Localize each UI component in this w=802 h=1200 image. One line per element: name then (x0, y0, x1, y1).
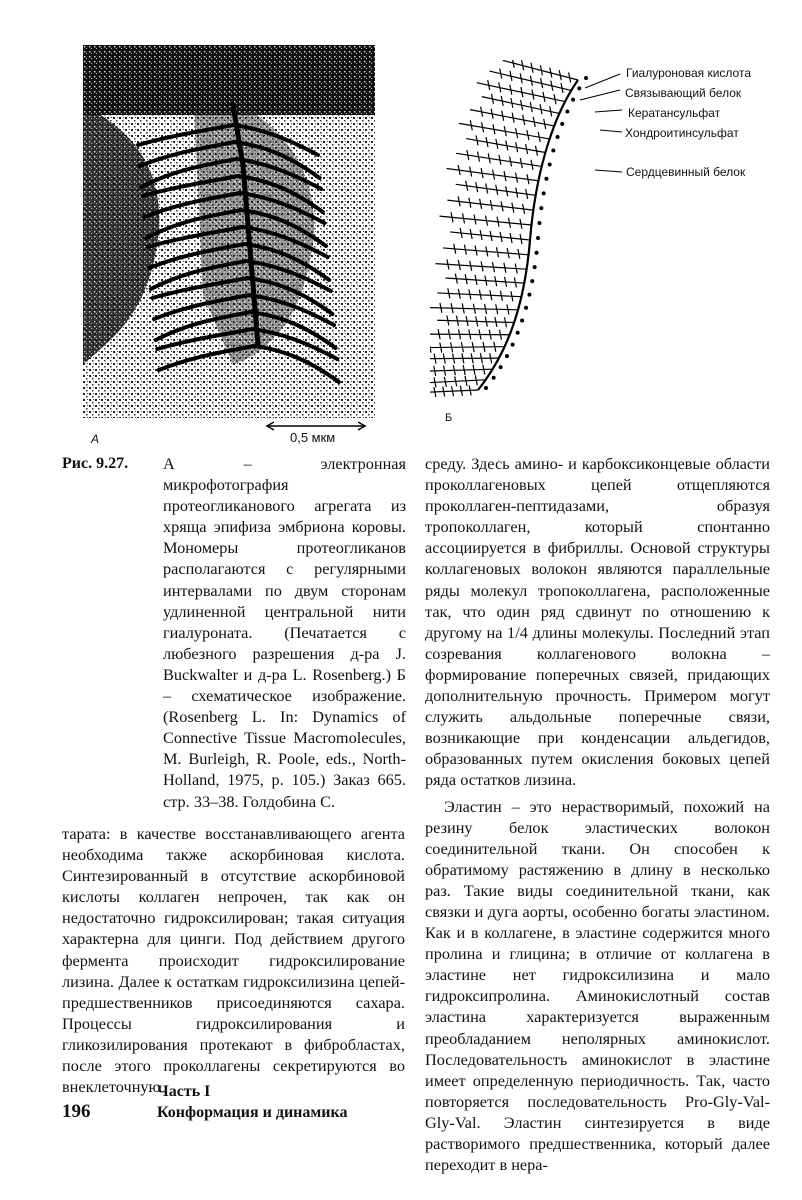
right-paragraph-1: среду. Здесь амино- и карбоксиконцевые области проколлагеновых цепей отщепляются проколлаген-пептидазами, образуя тропоколлаген, который спонтанно ассоциируется в фибриллы. Основой структуры коллагеновых волокон являются параллельные ряды молекул тропоколлагена, расположенные так, что один ряд сдвинут по отношению к другому на 1/4 длины молекулы. Последний этап созревания коллагенового волокна – формирование поперечных связей, придающих дополнительную прочность. Примером могут служить альдольные поперечные связи, возникающие при конденсации альдегидов, образованных путем окисления боковых цепей ряда остатков лизина. (425, 454, 770, 790)
callout-core-protein: Сердцевинный белок (626, 165, 746, 179)
link-protein-dot (499, 365, 503, 369)
link-protein-dot (571, 98, 575, 102)
link-protein-dot (484, 386, 488, 390)
link-protein-dot (536, 236, 540, 240)
link-protein-dot (577, 86, 581, 90)
core-protein-bristle (459, 123, 550, 139)
link-protein-dot (505, 354, 509, 358)
figure-caption: А – электронная микрофотография протеогликанового агрегата из хряща эпифиза эмбриона коровы. Мономеры протеогликанов располагаются с регулярными интервалами по двум сторонам удлиненной центральной нити гиалуроната. (Печатается с любезного разрешения д-ра J. Buckwalter и д-ра L. Rosenberg.) Б – схематическое изображение. (Rosenberg L. In: Dynamics of Connective Tissue Macromolecules, M. Burleigh, R. Poole, eds., North-Holland, 1975, p. 105.) Заказ 665. стр. 33–38. Голдобина С. (163, 454, 406, 811)
page-number: 196 (62, 1101, 91, 1122)
link-protein-dot (511, 343, 515, 347)
link-protein-dot (520, 319, 524, 323)
callout-chondroitin-sulfate: Хондроитинсульфат (625, 126, 739, 140)
panel-b-label: Б (445, 412, 453, 424)
link-protein-dot (516, 331, 520, 335)
core-protein-bristle (482, 97, 560, 114)
link-protein-dot (542, 191, 546, 195)
scale-label: 0,5 мкм (290, 430, 336, 445)
link-protein-dot (492, 376, 496, 380)
callout-hyaluronic-acid: Гиалуроновая кислота (626, 66, 751, 80)
callout-link-protein: Связывающий белок (625, 86, 742, 100)
link-protein-dot (551, 149, 555, 153)
link-protein-dot (530, 279, 534, 283)
link-protein-dot (535, 251, 539, 255)
part-title: Конформация и динамика (157, 1104, 348, 1121)
link-protein-dot (560, 122, 564, 126)
link-protein-dot (584, 76, 588, 80)
link-protein-dot (544, 177, 548, 181)
link-protein-dot (533, 265, 537, 269)
core-protein-bristle (430, 358, 499, 359)
link-protein-dot (537, 221, 541, 225)
link-protein-dot (565, 109, 569, 113)
part-label: Часть I (157, 1083, 211, 1100)
electron-micrograph (83, 45, 375, 418)
left-paragraph: тарата: в качестве восстанавливающего агента необходима также аскорбиновая кислота. Синтезированный в отсутствие аскорбиновой кислоты коллаген непрочен, так как он недостаточно гидроксилирован; такая ситуация характерна для цинги. Под действием другого фермента происходит гидроксилирование лизина. Далее к остаткам гидроксилизина цепей-предшественников присоединяются сахара. Процессы гидроксилирования и гликозилирования протекают в фибробластах, после этого проколлагены секретируются во внеклеточную (62, 824, 405, 1097)
figure-number: Рис. 9.27. (62, 455, 129, 472)
aggregate-schematic (430, 60, 792, 425)
link-protein-dot (524, 306, 528, 310)
left-column (62, 823, 405, 1097)
callout-keratan-sulfate: Кератансульфат (628, 106, 721, 120)
link-protein-dot (556, 135, 560, 139)
glycosaminoglycan-chain (512, 60, 514, 68)
link-protein-dot (527, 293, 531, 297)
panel-a-label: А (91, 432, 100, 446)
right-paragraph-2: Эластин – это нерастворимый, похожий на резину белок эластических волокон соединительной ткани. Он способен к обратимому растяжению в длину в несколько раз. Такие виды соединительной ткани, как связки и дуга аорты, особенно богаты эластином. Как и в коллагене, в эластине содержится много пролина и глицина; в отличие от коллагена в эластине нет гидроксилизина и мало гидроксипролина. Аминокислотный состав эластина характеризуется выраженным преобладанием неполярных аминокислот. Последовательность аминокислот в эластине имеет определенную периодичность. Так, часто повторяется последовательность Pro-Gly-Val-Gly-Val. Эластин синтезируется в виде растворимого предшественника, который далее переходит в нера- (425, 796, 770, 1175)
right-column (425, 453, 770, 1175)
link-protein-dot (548, 162, 552, 166)
link-protein-dot (539, 206, 543, 210)
